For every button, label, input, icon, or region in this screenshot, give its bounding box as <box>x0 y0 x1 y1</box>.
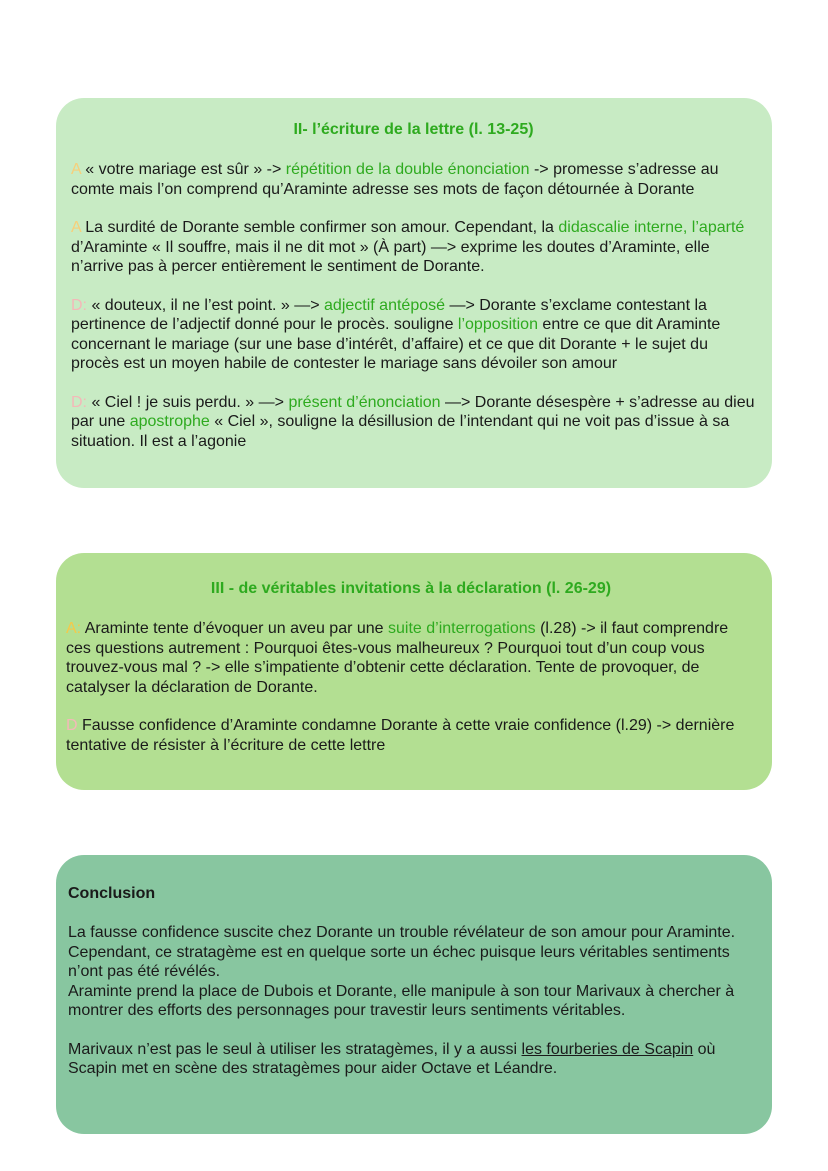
section-2-title: II- l’écriture de la lettre (l. 13-25) <box>293 121 534 138</box>
paragraph-tag: A <box>71 219 81 236</box>
paragraph-tag: D: <box>71 296 87 314</box>
highlight-term: adjectif antéposé <box>324 296 446 314</box>
highlight-term: suite d’interrogations <box>388 620 536 637</box>
conclusion-body: La fausse confidence suscite chez Dorante un trouble révélateur de son amour pour Araminte. Cependant, ce stratagème est en quelque sorte un échec puisque leurs véritables sentiments n’ont pas été révélés. Araminte prend la place de Dubois et Dorante, elle manipule à son tour Marivaux à chercher à montrer des efforts des personnages pour travestir leurs sentiments véritables. <box>68 924 736 1019</box>
section-3-paragraph-2: D Fausse confidence d’Araminte condamne Dorante à cette vraie confidence (l.29) -> dernière tentative de résister à l’écriture de cette lettre <box>66 717 735 754</box>
highlight-term: l’opposition <box>457 316 538 333</box>
conclusion-last-paragraph: Marivaux n’est pas le seul à utiliser les stratagèmes, il y a aussi les fourberies de Scapin où Scapin met en scène des stratagèmes pour aider Octave et Léandre. <box>68 1040 716 1077</box>
conclusion-title: Conclusion <box>68 885 156 902</box>
section-2-paragraph-2: A La surdité de Dorante semble confirmer son amour. Cependant, la didascalie interne, l’aparté d’Araminte « Il souffre, mais il ne dit mot » (À part) —> exprime les doutes d’Araminte, elle n’arrive pas à percer entièrement le sentiment de Dorante. <box>71 219 745 275</box>
paragraph-tag: A: <box>66 620 82 637</box>
section-2-paragraph-1: A « votre mariage est sûr » -> répétition de la double énonciation -> promesse s’adresse au comte mais l’on comprend qu’Araminte adresse ses mots de façon détournée à Dorante <box>71 161 719 198</box>
section-2-paragraph-4: D: « Ciel ! je suis perdu. » —> présent d’énonciation —> Dorante désespère + s’adresse au dieu par une apostrophe « Ciel », souligne la désillusion de l’intendant qui ne voit pas d’issue à sa situation. Il est a l’agonie <box>71 393 755 450</box>
scapin-reference: les fourberies de Scapin <box>521 1040 694 1058</box>
conclusion-card <box>56 855 772 1134</box>
section-2-paragraph-3: D: « douteux, il ne l’est point. » —> adjectif antéposé —> Dorante s’exclame contestant la pertinence de l’adjectif donné pour le procès. souligne l’opposition entre ce que dit Araminte concernant le mariage (sur une base d’intérêt, d’affaire) et ce que dit Dorante + le sujet du procès est un moyen habile de contester le mariage sans dévoiler son amour <box>71 296 721 372</box>
paragraph-tag: D: <box>71 393 87 411</box>
highlight-term: apostrophe <box>129 413 210 430</box>
paragraph-tag: A <box>71 161 81 178</box>
highlight-term: répétition de la double énonciation <box>285 161 530 178</box>
highlight-term: présent d’énonciation <box>288 393 441 411</box>
section-3-paragraph-1: A: Araminte tente d’évoquer un aveu par une suite d’interrogations (l.28) -> il faut comprendre ces questions autrement : Pourquoi êtes-vous malheureux ? Pourquoi tout d’un coup vous trouvez-vous mal ? -> elle s’impatiente d’obtenir cette déclaration. Tente de provoquer, de catalyser la déclaration de Dorante. <box>66 620 729 696</box>
section-2-card <box>56 98 772 488</box>
paragraph-tag: D <box>66 717 78 734</box>
section-3-card <box>56 553 772 790</box>
section-3-title: III - de véritables invitations à la déclaration (l. 26-29) <box>210 580 612 597</box>
highlight-term: didascalie interne, l’aparté <box>558 219 745 236</box>
